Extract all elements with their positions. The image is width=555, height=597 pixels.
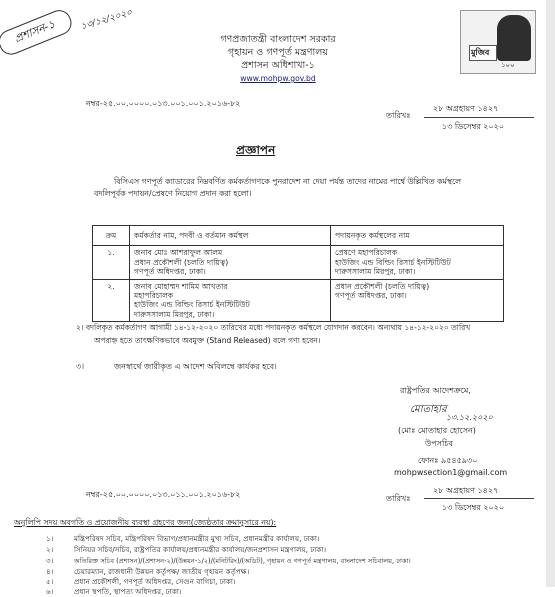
paragraph-2-line-1: ২। বদলিকৃত কর্মকর্তাগণ আগামী ১৪-১২-২০২০ তারিখের মধ্যে পদায়নকৃত কর্মস্থলে যোগদান করবেন। অন্যথায় ১৪-১২-২০২০ তারিখ xyxy=(76,323,471,332)
copy-item-number: ১। xyxy=(46,534,54,543)
copy-item: সিনিয়র সচিব/সচিব, রাষ্ট্রপতির কার্যালয়/প্রধানমন্ত্রীর কার্যালয়/জনপ্রশাসন মন্ত্রণালয়, ঢাকা। xyxy=(74,545,327,554)
col-header-posting: পদায়নকৃত কর্মস্থলের নাম xyxy=(331,226,504,246)
date-bangla: ২৮ অগ্রহায়ণ ১৪২৭ xyxy=(433,104,499,113)
portrait-icon xyxy=(497,15,531,61)
signature-mark: মোতাহার xyxy=(410,404,447,415)
row-serial: ২. xyxy=(93,279,130,322)
col-header-officer: কর্মকর্তার নাম, পদবী ও বর্তমান কর্মস্থল xyxy=(130,226,331,246)
date-divider xyxy=(424,117,534,118)
intro-line-2: বদলিপূর্বক পদায়ন/প্রেষণে নিয়োগ প্রদান করা হলো। xyxy=(94,189,252,198)
govt-name: গণপ্রজাতন্ত্রী বাংলাদেশ সরকার xyxy=(220,34,336,45)
date-divider-copy xyxy=(424,498,534,499)
paragraph-2-line-2: অপরাহ্ন হতে তাৎক্ষণিকভাবে অবমুক্ত (Stand Released) বলে গণ্য হবেন। xyxy=(94,336,321,345)
row-officer: জনাব মোঃ আশরাফুল আলম প্রধান প্রকৌশলী (চলতি দায়িত্ব) গণপূর্ত অধিদপ্তর, ঢাকা। xyxy=(130,246,331,279)
handwritten-code: প্রশাসন-১ xyxy=(0,7,75,59)
row-posting: প্রেষণে মহাপরিচালক হাউজিং এন্ড বিল্ডিং রিসার্চ ইনস্টিটিউট দারুসসালাম মিরপুর, ঢাকা। xyxy=(331,246,504,279)
page-title: প্রজ্ঞাপন xyxy=(236,143,276,157)
memo-number-copy: নম্বর-২৫.০০.০০০০.০১৩.০১১.০০১.২০১৬-৮২ xyxy=(86,490,241,499)
date-bangla-copy: ২৮ অগ্রহায়ণ ১৪২৭ xyxy=(433,486,499,495)
ministry-name: গৃহায়ন ও গণপূর্ত মন্ত্রণালয় xyxy=(228,47,328,58)
intro-line-1: বিসিএস গণপূর্ত ক্যাডারের নিম্নবর্ণিত কর্মকর্তাগণকে পুনরাদেশ না দেয়া পর্যন্ত তাদের নামের পার্শ্বে উল্লিখিত কর্মস্থলে xyxy=(114,177,461,186)
row-serial: ১. xyxy=(93,246,130,279)
copy-item-number: ২। xyxy=(46,545,54,554)
copy-item: প্রধান প্রকৌশলী, গণপূর্ত অধিদপ্তর, সেগুন বাগিচা, ঢাকা। xyxy=(74,577,236,586)
col-header-serial: ক্রম xyxy=(93,226,130,246)
signatory-email[interactable]: mohpwsection1@gmail.com xyxy=(394,468,508,477)
copy-item: প্রধান স্থপতি, স্থাপত্য অধিদপ্তর, ঢাকা। xyxy=(74,587,182,596)
copy-item: চেয়ারম্যান, রাজধানী উন্নয়ন কর্তৃপক্ষ/ জাতীয় গৃহায়ন কর্তৃপক্ষ। xyxy=(74,567,250,576)
row-posting: প্রধান প্রকৌশলী (চলতি দায়িত্ব) গণপূর্ত অধিদপ্তর, ঢাকা। xyxy=(331,279,504,322)
date-gregorian-copy: ১৩ ডিসেম্বর ২০২০ xyxy=(442,503,505,512)
paragraph-3-text: জনস্বার্থে জারীকৃত এ আদেশ অবিলম্বে কার্যকর হবে। xyxy=(114,362,277,371)
table-header-row xyxy=(93,226,504,246)
copy-item: অতিরিক্ত সচিব (প্রশাসন)/(প্রশাসন-২)/(উন্নয়ন-১/২)/(মনিটরিং)/(অডিট), গৃহায়ন ও গণপূর্ত মন্ত্রণালয়, বাংলাদেশ সচিবালয়, ঢাকা। xyxy=(74,557,411,565)
viewer-edge xyxy=(546,0,555,587)
table-row xyxy=(93,246,504,279)
copy-item-number: ৬। xyxy=(46,587,54,596)
copy-heading: অনুলিপি সদয় অবগতি ও প্রয়োজনীয় ব্যবস্থা গ্রহণের জন্য(জ্যেষ্ঠতার ক্রমানুসারে নয়): xyxy=(14,518,277,527)
paragraph-3-number: ৩। xyxy=(76,362,85,371)
handwritten-date: ১৩/১২/২০২০ xyxy=(79,7,134,33)
table-row xyxy=(93,279,504,322)
order-line: রাষ্ট্রপতির আদেশক্রমে, xyxy=(400,386,471,395)
copy-item-number: ৫। xyxy=(46,577,54,586)
signatory-designation: উপসচিব xyxy=(425,439,454,448)
signature-date: ১৩.১২.২০২০ xyxy=(446,413,493,422)
date-label: তারিখঃ xyxy=(386,111,411,120)
memo-number: নম্বর-২৫.০০.০০০০.০১৩.০০১.০০১.২০১৬-৮২ xyxy=(86,99,241,108)
date-gregorian: ১৩ ডিসেম্বর ২০২০ xyxy=(442,122,505,131)
transfer-table xyxy=(92,225,504,322)
signatory-phone: ফোনঃ ৯৫৪৫৯৩০ xyxy=(418,456,478,465)
copy-item-number: ৪। xyxy=(46,567,54,576)
copy-item: মন্ত্রিপরিষদ সচিব, মন্ত্রিপরিষদ বিভাগ/প্রধানমন্ত্রীর মুখ্য সচিব, প্রধানমন্ত্রীর কার্যালয়, ঢাকা। xyxy=(74,534,320,543)
mujib-100-logo: মুজিব ১০০ xyxy=(460,10,536,74)
signatory-name: (মোঃ মোতাহার হোসেন) xyxy=(398,426,476,435)
date-label-copy: তারিখঃ xyxy=(386,494,411,503)
website-link[interactable]: www.mohpw.gov.bd xyxy=(240,74,316,83)
section-name: প্রশাসন অধিশাখা-১ xyxy=(241,60,315,71)
row-officer: জনাব মোহাম্মদ শামিম আখতার মহাপরিচালক হাউজিং এন্ড বিল্ডিং রিসার্চ ইনস্টিটিউট দারুসসালাম মিরপুর, ঢাকা। xyxy=(130,279,331,322)
copy-item-number: ৩। xyxy=(46,556,54,565)
